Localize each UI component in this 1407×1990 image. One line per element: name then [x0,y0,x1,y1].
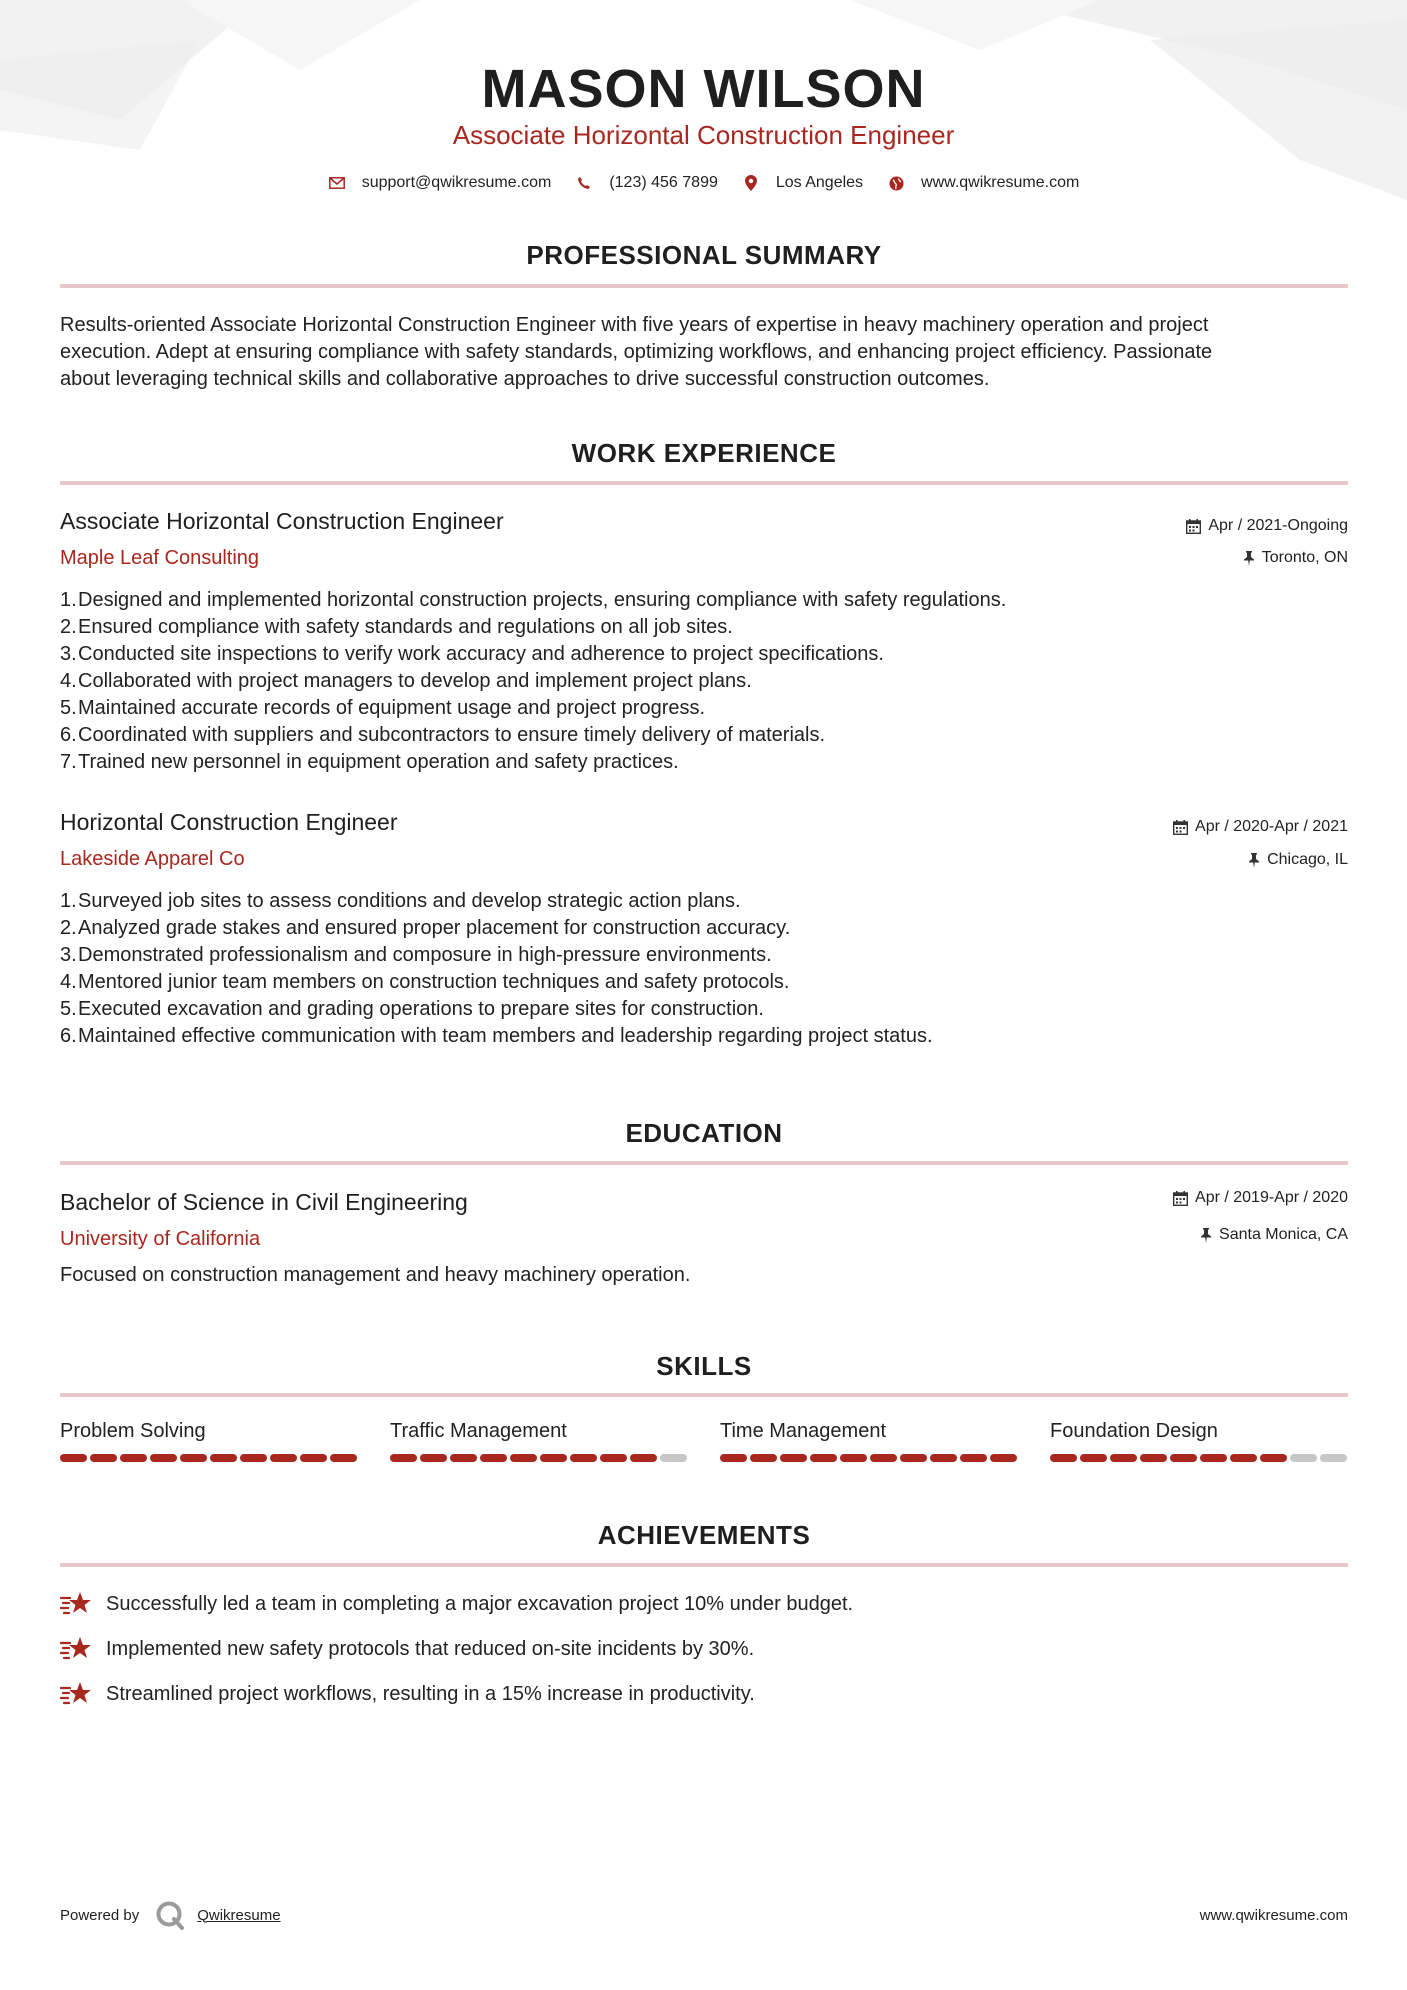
list-item: 7. Trained new personnel in equipment operation and safety practices. [60,749,1260,776]
skill-segment-filled [210,1454,237,1462]
skill-segment-filled [390,1454,417,1462]
skill-rating-bar [1050,1454,1350,1462]
phone-icon [575,174,593,192]
calendar-icon [1186,519,1201,534]
skills-list [60,1420,1350,1462]
bullet-text: Collaborated with project managers to develop and implement project plans. [78,670,752,692]
job-title: Associate Horizontal Construction Engineer [60,508,504,534]
bullet-text: Conducted site inspections to verify work accuracy and adherence to project specifications. [78,643,884,665]
section-title-achievements: ACHIEVEMENTS [597,1520,811,1550]
section-divider [60,1161,1348,1165]
skill-rating-bar [60,1454,360,1462]
contact-location-text: Los Angeles [775,174,864,191]
list-item: 2. Analyzed grade stakes and ensured proper placement for construction accuracy. [60,915,1260,942]
skill-segment-filled [120,1454,147,1462]
skill-segment-filled [270,1454,297,1462]
section-title-summary: PROFESSIONAL SUMMARY [526,240,882,270]
skill-name: Foundation Design [1050,1420,1218,1442]
list-item: 3. Demonstrated professionalism and composure in high-pressure environments. [60,942,1260,969]
map-pin-icon [742,174,760,192]
bullet-text: Surveyed job sites to assess conditions and develop strategic action plans. [78,890,741,912]
bullet-text: Coordinated with suppliers and subcontractors to ensure timely delivery of materials. [78,724,826,746]
bullet-text: Ensured compliance with safety standards and regulations on all job sites. [78,616,733,638]
bullet-text: Designed and implemented horizontal construction projects, ensuring compliance with safety regulations. [78,589,1007,611]
skill-name: Traffic Management [390,1420,567,1442]
skill-segment-empty [1320,1454,1347,1462]
summary-line: execution. Adept at ensuring compliance with safety standards, optimizing workflows, and enhancing project efficiency. Passionate [60,341,1213,363]
skill-item [390,1420,690,1462]
skill-segment-filled [420,1454,447,1462]
skill-segment-filled [780,1454,807,1462]
achievement-text: Streamlined project workflows, resulting in a 15% increase in productivity. [106,1682,755,1705]
skill-item [720,1420,1020,1462]
skill-item [60,1420,360,1462]
pushpin-icon [1248,853,1260,868]
skill-segment-empty [1290,1454,1317,1462]
skill-segment-filled [1080,1454,1107,1462]
skill-segment-filled [240,1454,267,1462]
skill-segment-filled [570,1454,597,1462]
skill-segment-filled [930,1454,957,1462]
footer-website[interactable]: www.qwikresume.com [1199,1907,1348,1924]
achievement-text: Implemented new safety protocols that reduced on-site incidents by 30%. [106,1637,755,1660]
section-divider [60,1393,1348,1397]
star-icon [60,1680,92,1708]
list-item: 4. Collaborated with project managers to develop and implement project plans. [60,668,1260,695]
contact-bar [0,174,1407,192]
skill-segment-filled [900,1454,927,1462]
contact-email-text: support@qwikresume.com [361,174,552,191]
job-bullets [60,587,1260,776]
globe-icon [887,174,905,192]
section-title-experience: WORK EXPERIENCE [571,438,837,468]
job-dates-text: Apr / 2021-Ongoing [1208,517,1348,534]
skill-segment-filled [750,1454,777,1462]
skill-name: Time Management [720,1420,886,1442]
envelope-icon [328,174,346,192]
list-item: 6. Coordinated with suppliers and subcontractors to ensure timely delivery of materials. [60,722,1260,749]
skill-segment-filled [180,1454,207,1462]
achievement-item [60,1590,1260,1618]
star-icon [60,1590,92,1618]
contact-website-text: www.qwikresume.com [921,174,1080,191]
skill-segment-filled [540,1454,567,1462]
job-bullets [60,888,1260,1050]
job-company: Lakeside Apparel Co [60,848,245,870]
skill-segment-filled [1200,1454,1227,1462]
candidate-name: MASON WILSON [481,59,926,119]
education-dates [1173,1189,1348,1207]
contact-location [742,174,863,192]
job-dates [1186,517,1348,535]
section-title-education: EDUCATION [625,1118,783,1148]
skill-segment-filled [1050,1454,1077,1462]
job-title: Horizontal Construction Engineer [60,809,398,835]
section-divider [60,481,1348,485]
contact-website[interactable] [887,174,1079,192]
skill-segment-filled [450,1454,477,1462]
bullet-text: Executed excavation and grading operations to prepare sites for construction. [78,998,764,1020]
footer-powered-by [60,1900,281,1930]
skill-segment-filled [510,1454,537,1462]
skill-segment-filled [840,1454,867,1462]
bullet-text: Trained new personnel in equipment operation and safety practices. [78,751,679,773]
skill-segment-empty [660,1454,687,1462]
job-location [1243,549,1348,567]
education-description: Focused on construction management and heavy machinery operation. [60,1264,691,1286]
contact-email[interactable] [328,174,552,192]
achievement-item [60,1635,1260,1663]
pushpin-icon [1243,551,1255,566]
skill-segment-filled [960,1454,987,1462]
skill-segment-filled [1140,1454,1167,1462]
list-item: 3. Conducted site inspections to verify work accuracy and adherence to project specifications. [60,641,1260,668]
summary-text [60,312,1350,393]
skill-segment-filled [150,1454,177,1462]
job-dates [1173,818,1348,836]
achievement-text: Successfully led a team in completing a major excavation project 10% under budget. [106,1592,854,1615]
skill-segment-filled [300,1454,327,1462]
bullet-text: Maintained effective communication with team members and leadership regarding project status. [78,1025,933,1047]
section-divider [60,1563,1348,1567]
pushpin-icon [1200,1228,1212,1243]
skill-segment-filled [1230,1454,1257,1462]
skill-segment-filled [330,1454,357,1462]
bullet-text: Maintained accurate records of equipment usage and project progress. [78,697,706,719]
skill-segment-filled [1260,1454,1287,1462]
education-school: University of California [60,1228,261,1250]
list-item: 1. Surveyed job sites to assess conditions and develop strategic action plans. [60,888,1260,915]
skill-segment-filled [810,1454,837,1462]
skill-segment-filled [600,1454,627,1462]
skill-segment-filled [480,1454,507,1462]
summary-line: Results-oriented Associate Horizontal Construction Engineer with five years of expertise in heavy machinery operation and project [60,314,1209,336]
calendar-icon [1173,1191,1188,1206]
powered-by-text: Powered by [60,1906,140,1924]
achievement-item [60,1680,1260,1708]
skill-segment-filled [990,1454,1017,1462]
section-divider [60,284,1348,288]
section-title-skills: SKILLS [656,1351,752,1381]
skill-name: Problem Solving [60,1420,206,1442]
contact-phone-text: (123) 456 7899 [609,174,718,191]
bullet-text: Analyzed grade stakes and ensured proper placement for construction accuracy. [78,917,791,939]
calendar-icon [1173,820,1188,835]
skill-item [1050,1420,1350,1462]
education-location [1200,1226,1348,1244]
list-item: 1. Designed and implemented horizontal construction projects, ensuring compliance with safety regulations. [60,587,1260,614]
job-location-text: Toronto, ON [1261,549,1348,566]
skill-segment-filled [630,1454,657,1462]
skill-segment-filled [1110,1454,1137,1462]
skill-rating-bar [390,1454,690,1462]
candidate-title: Associate Horizontal Construction Engineer [452,120,955,150]
education-degree: Bachelor of Science in Civil Engineering [60,1189,468,1215]
summary-line: about leveraging technical skills and collaborative approaches to drive successful construction outcomes. [60,368,990,390]
education-location-text: Santa Monica, CA [1219,1226,1348,1243]
list-item: 4. Mentored junior team members on construction techniques and safety protocols. [60,969,1260,996]
star-icon [60,1635,92,1663]
skill-segment-filled [90,1454,117,1462]
skill-segment-filled [870,1454,897,1462]
job-company: Maple Leaf Consulting [60,547,260,569]
qwikresume-link[interactable]: Qwikresume [197,1906,281,1924]
list-item: 6. Maintained effective communication with team members and leadership regarding project status. [60,1023,1260,1050]
job-location [1248,851,1348,869]
job-dates-text: Apr / 2020-Apr / 2021 [1195,818,1348,835]
skill-segment-filled [720,1454,747,1462]
contact-phone[interactable] [575,174,718,192]
qwikresume-logo [155,1900,185,1930]
list-item: 5. Executed excavation and grading operations to prepare sites for construction. [60,996,1260,1023]
skill-segment-filled [1170,1454,1197,1462]
job-location-text: Chicago, IL [1267,851,1348,868]
list-item: 2. Ensured compliance with safety standards and regulations on all job sites. [60,614,1260,641]
education-dates-text: Apr / 2019-Apr / 2020 [1195,1189,1348,1206]
bullet-text: Demonstrated professionalism and composure in high-pressure environments. [78,944,772,966]
bullet-text: Mentored junior team members on construction techniques and safety protocols. [78,971,790,993]
skill-segment-filled [60,1454,87,1462]
list-item: 5. Maintained accurate records of equipment usage and project progress. [60,695,1260,722]
skill-rating-bar [720,1454,1020,1462]
